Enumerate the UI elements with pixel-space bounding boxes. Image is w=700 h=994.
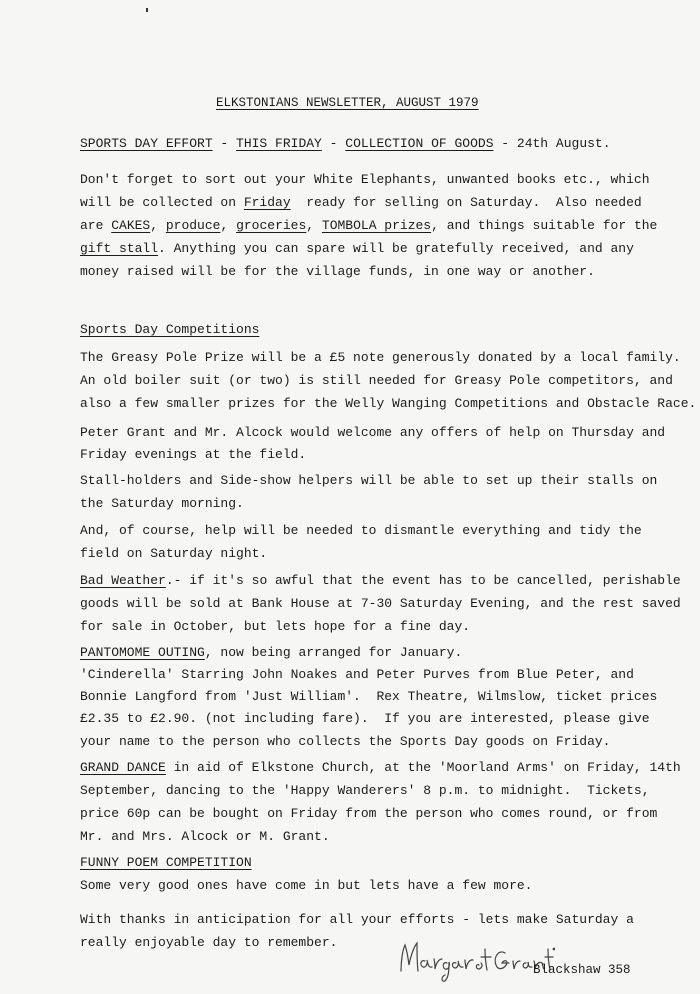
paper-speck bbox=[146, 8, 148, 12]
paragraph-line: 'Cinderella' Starring John Noakes and Peter Purves from Blue Peter, and bbox=[80, 667, 634, 682]
paragraph-line: Friday evenings at the field. bbox=[80, 447, 307, 462]
paragraph-line bbox=[80, 195, 642, 211]
paragraph-line: Bonnie Langford from 'Just William'. Rex Theatre, Wilmslow, ticket prices bbox=[80, 689, 658, 704]
paragraph-line: September, dancing to the 'Happy Wanderers' 8 p.m. to midnight. Tickets, bbox=[80, 783, 650, 798]
paragraph-line: And, of course, help will be needed to dismantle everything and tidy the bbox=[80, 523, 642, 538]
paragraph-line: Peter Grant and Mr. Alcock would welcome any offers of help on Thursday and bbox=[80, 425, 666, 440]
bad-weather-heading: Bad Weather bbox=[80, 573, 166, 588]
paragraph-line: Some very good ones have come in but lets have a few more. bbox=[80, 878, 533, 893]
paragraph-line: Don't forget to sort out your White Elephants, unwanted books etc., which bbox=[80, 172, 650, 187]
paragraph-line bbox=[80, 218, 657, 234]
paragraph-line: Stall-holders and Side-show helpers will be able to set up their stalls on bbox=[80, 473, 658, 488]
paragraph-line: Mr. and Mrs. Alcock or M. Grant. bbox=[80, 829, 330, 844]
underlined-groceries: groceries bbox=[236, 218, 307, 233]
text-span: ready for selling on Saturday. Also needed bbox=[290, 195, 642, 210]
paragraph-line: The Greasy Pole Prize will be a £5 note generously donated by a local family. bbox=[80, 350, 681, 365]
poem-heading: FUNNY POEM COMPETITION bbox=[80, 855, 252, 870]
paragraph-line: your name to the person who collects the Sports Day goods on Friday. bbox=[80, 734, 611, 749]
heading-this-friday: THIS FRIDAY bbox=[236, 136, 322, 151]
text-span: .- if it's so awful that the event has to be cancelled, perishable bbox=[165, 573, 681, 588]
paragraph-line: also a few smaller prizes for the Welly Wanging Competitions and Obstacle Race. bbox=[80, 396, 697, 411]
heading-separator: - bbox=[212, 136, 237, 151]
text-span: , bbox=[306, 218, 322, 233]
sports-day-heading bbox=[80, 136, 611, 152]
heading-sports-day-effort: SPORTS DAY EFFORT bbox=[80, 136, 213, 151]
text-span: , now being arranged for January. bbox=[204, 645, 463, 660]
paragraph-line: An old boiler suit (or two) is still needed for Greasy Pole competitors, and bbox=[80, 373, 673, 388]
paragraph-line bbox=[80, 573, 681, 589]
underlined-cakes: CAKES bbox=[111, 218, 151, 233]
competitions-heading: Sports Day Competitions bbox=[80, 322, 260, 337]
heading-date: - 24th August. bbox=[493, 136, 611, 151]
text-span: . Anything you can spare will be gratefully received, and any bbox=[158, 241, 634, 256]
paragraph-line: field on Saturday night. bbox=[80, 546, 268, 561]
text-span: , and things suitable for the bbox=[431, 218, 658, 233]
heading-collection-of-goods: COLLECTION OF GOODS bbox=[345, 136, 494, 151]
underlined-friday: Friday bbox=[243, 195, 291, 210]
pantomime-heading: PANTOMOME OUTING bbox=[80, 645, 205, 660]
heading-separator: - bbox=[321, 136, 346, 151]
text-span: will be collected on bbox=[80, 195, 244, 210]
underlined-tombola: TOMBOLA prizes bbox=[321, 218, 432, 233]
underlined-gift-stall: gift stall bbox=[80, 241, 159, 256]
paragraph-line: goods will be sold at Bank House at 7-30 Saturday Evening, and the rest saved bbox=[80, 596, 681, 611]
text-span: , bbox=[150, 218, 166, 233]
paragraph-line: money raised will be for the village funds, in one way or another. bbox=[80, 264, 595, 279]
paragraph-line: the Saturday morning. bbox=[80, 496, 244, 511]
paragraph-line: for sale in October, but lets hope for a fine day. bbox=[80, 619, 471, 634]
paragraph-line bbox=[80, 760, 681, 776]
text-span: in aid of Elkstone Church, at the 'Moorland Arms' on Friday, 14th bbox=[165, 760, 681, 775]
grand-dance-heading: GRAND DANCE bbox=[80, 760, 166, 775]
paragraph-line bbox=[80, 645, 462, 661]
paragraph-line: £2.35 to £2.90. (not including fare). If you are interested, please give bbox=[80, 711, 650, 726]
phone-number: Blackshaw 358 bbox=[533, 963, 631, 977]
text-span: , bbox=[220, 218, 237, 233]
underlined-produce: produce bbox=[165, 218, 221, 233]
paragraph-line: really enjoyable day to remember. bbox=[80, 935, 338, 950]
handwritten-signature bbox=[395, 935, 555, 985]
paragraph-line: price 60p can be bought on Friday from the person who comes round, or from bbox=[80, 806, 658, 821]
paragraph-line: With thanks in anticipation for all your efforts - lets make Saturday a bbox=[80, 912, 634, 927]
newsletter-title: ELKSTONIANS NEWSLETTER, AUGUST 1979 bbox=[216, 96, 479, 110]
text-span: are bbox=[80, 218, 112, 233]
paragraph-line bbox=[80, 241, 634, 257]
